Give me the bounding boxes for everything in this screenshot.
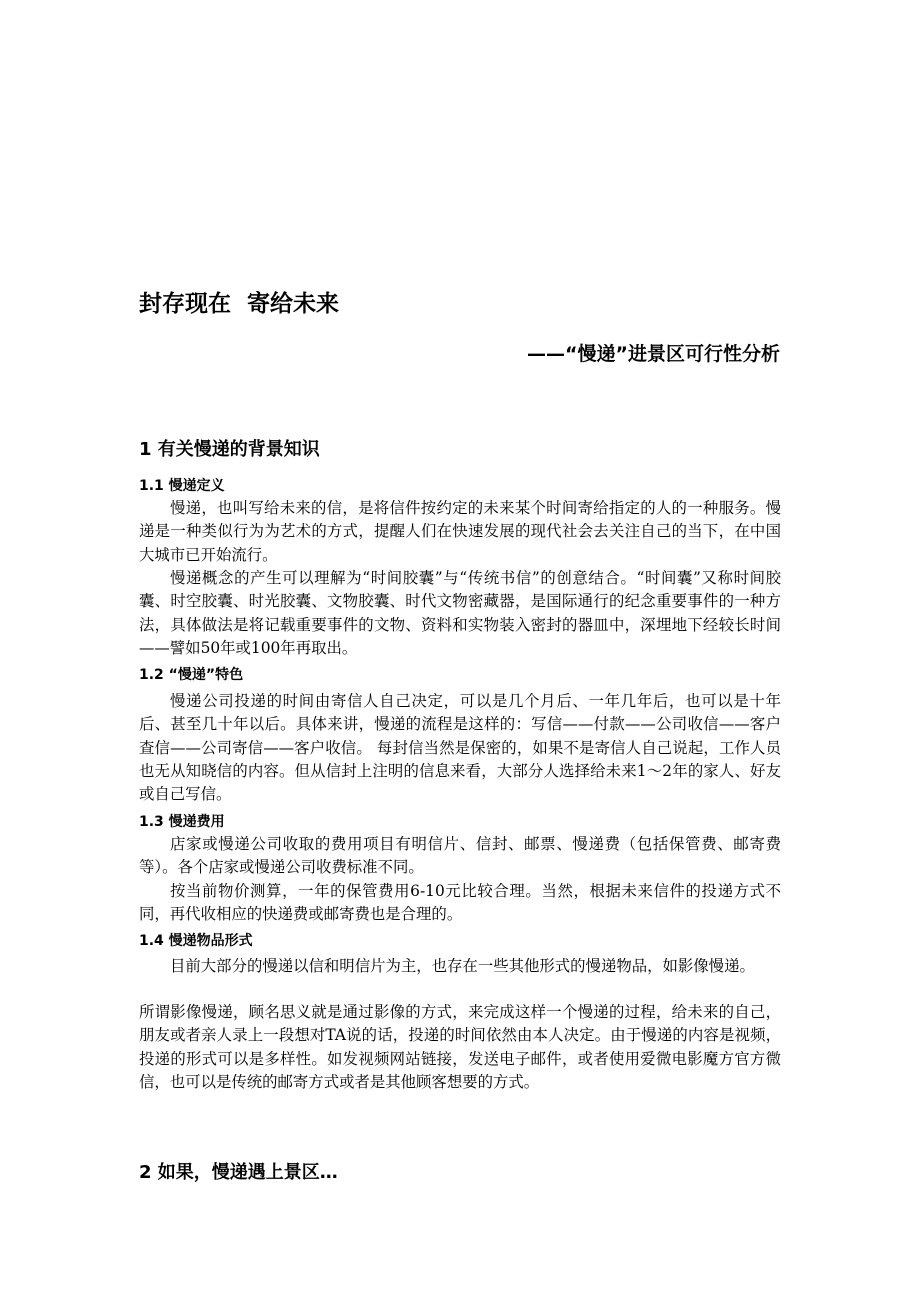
subsection-heading-1-4: 1.4 慢递物品形式 [139, 933, 253, 949]
paragraph-features: 慢递公司投递的时间由寄信人自己决定，可以是几个月后、一年几年后，也可以是十年后、甚至几十年以后。具体来讲，慢递的流程是这样的：写信——付款——公司收信——客户查信——公司寄信——客户收信。 每封信当然是保密的，如果不是寄信人自己说起，工作人员也无从知晓信的内容。但从信封上注明的信息来看，大部分人选择给未来1～2年的家人、好友或自己写信。 [139, 692, 781, 804]
subsection-heading-1-3: 1.3 慢递费用 [139, 814, 225, 830]
document-title: 封存现在 寄给未来 [139, 291, 340, 317]
paragraph-video-delivery: 所谓影像慢递，顾名思义就是通过影像的方式，来完成这样一个慢递的过程，给未来的自己，朋友或者亲人录上一段想对TA说的话，投递的时间依然由本人决定。由于慢递的内容是视频，投递的形式可以是多样性。如发视频网站链接，发送电子邮件，或者使用爱微电影魔方官方微信，也可以是传统的邮寄方式或者是其他顾客想要的方式。 [139, 1003, 781, 1091]
paragraph-fees: 店家或慢递公司收取的费用项目有明信片、信封、邮票、慢递费（包括保管费、邮寄费等）。各个店家或慢递公司收费标准不同。 [139, 835, 781, 877]
paragraph-fees-estimate: 按当前物价测算，一年的保管费用6-10元比较合理。当然，根据未来信件的投递方式不同，再代收相应的快递费或邮寄费也是合理的。 [139, 882, 781, 924]
paragraph-time-capsule: 慢递概念的产生可以理解为“时间胶囊”与“传统书信”的创意结合。“时间囊”又称时间胶囊、时空胶囊、时光胶囊、文物胶囊、时代文物密藏器，是国际通行的纪念重要事件的一种方法，具体做法是将记载重要事件的文物、资料和实物装入密封的器皿中，深埋地下经较长时间——譬如50年或100年再取出。 [139, 569, 781, 657]
document-subtitle: ——“慢递”进景区可行性分析 [527, 343, 780, 365]
section-heading-2: 2 如果，慢递遇上景区… [139, 1162, 338, 1183]
subsection-heading-1-1: 1.1 慢递定义 [139, 478, 225, 494]
paragraph-definition: 慢递，也叫写给未来的信，是将信件按约定的未来某个时间寄给指定的人的一种服务。慢递是一种类似行为为艺术的方式，提醒人们在快速发展的现代社会去关注自己的当下，在中国大城市已开始流行。 [139, 499, 781, 564]
subsection-heading-1-2: 1.2 “慢递”特色 [139, 667, 244, 683]
paragraph-item-forms: 目前大部分的慢递以信和明信片为主，也存在一些其他形式的慢递物品，如影像慢递。 [170, 957, 755, 975]
section-heading-1: 1 有关慢递的背景知识 [139, 439, 320, 460]
